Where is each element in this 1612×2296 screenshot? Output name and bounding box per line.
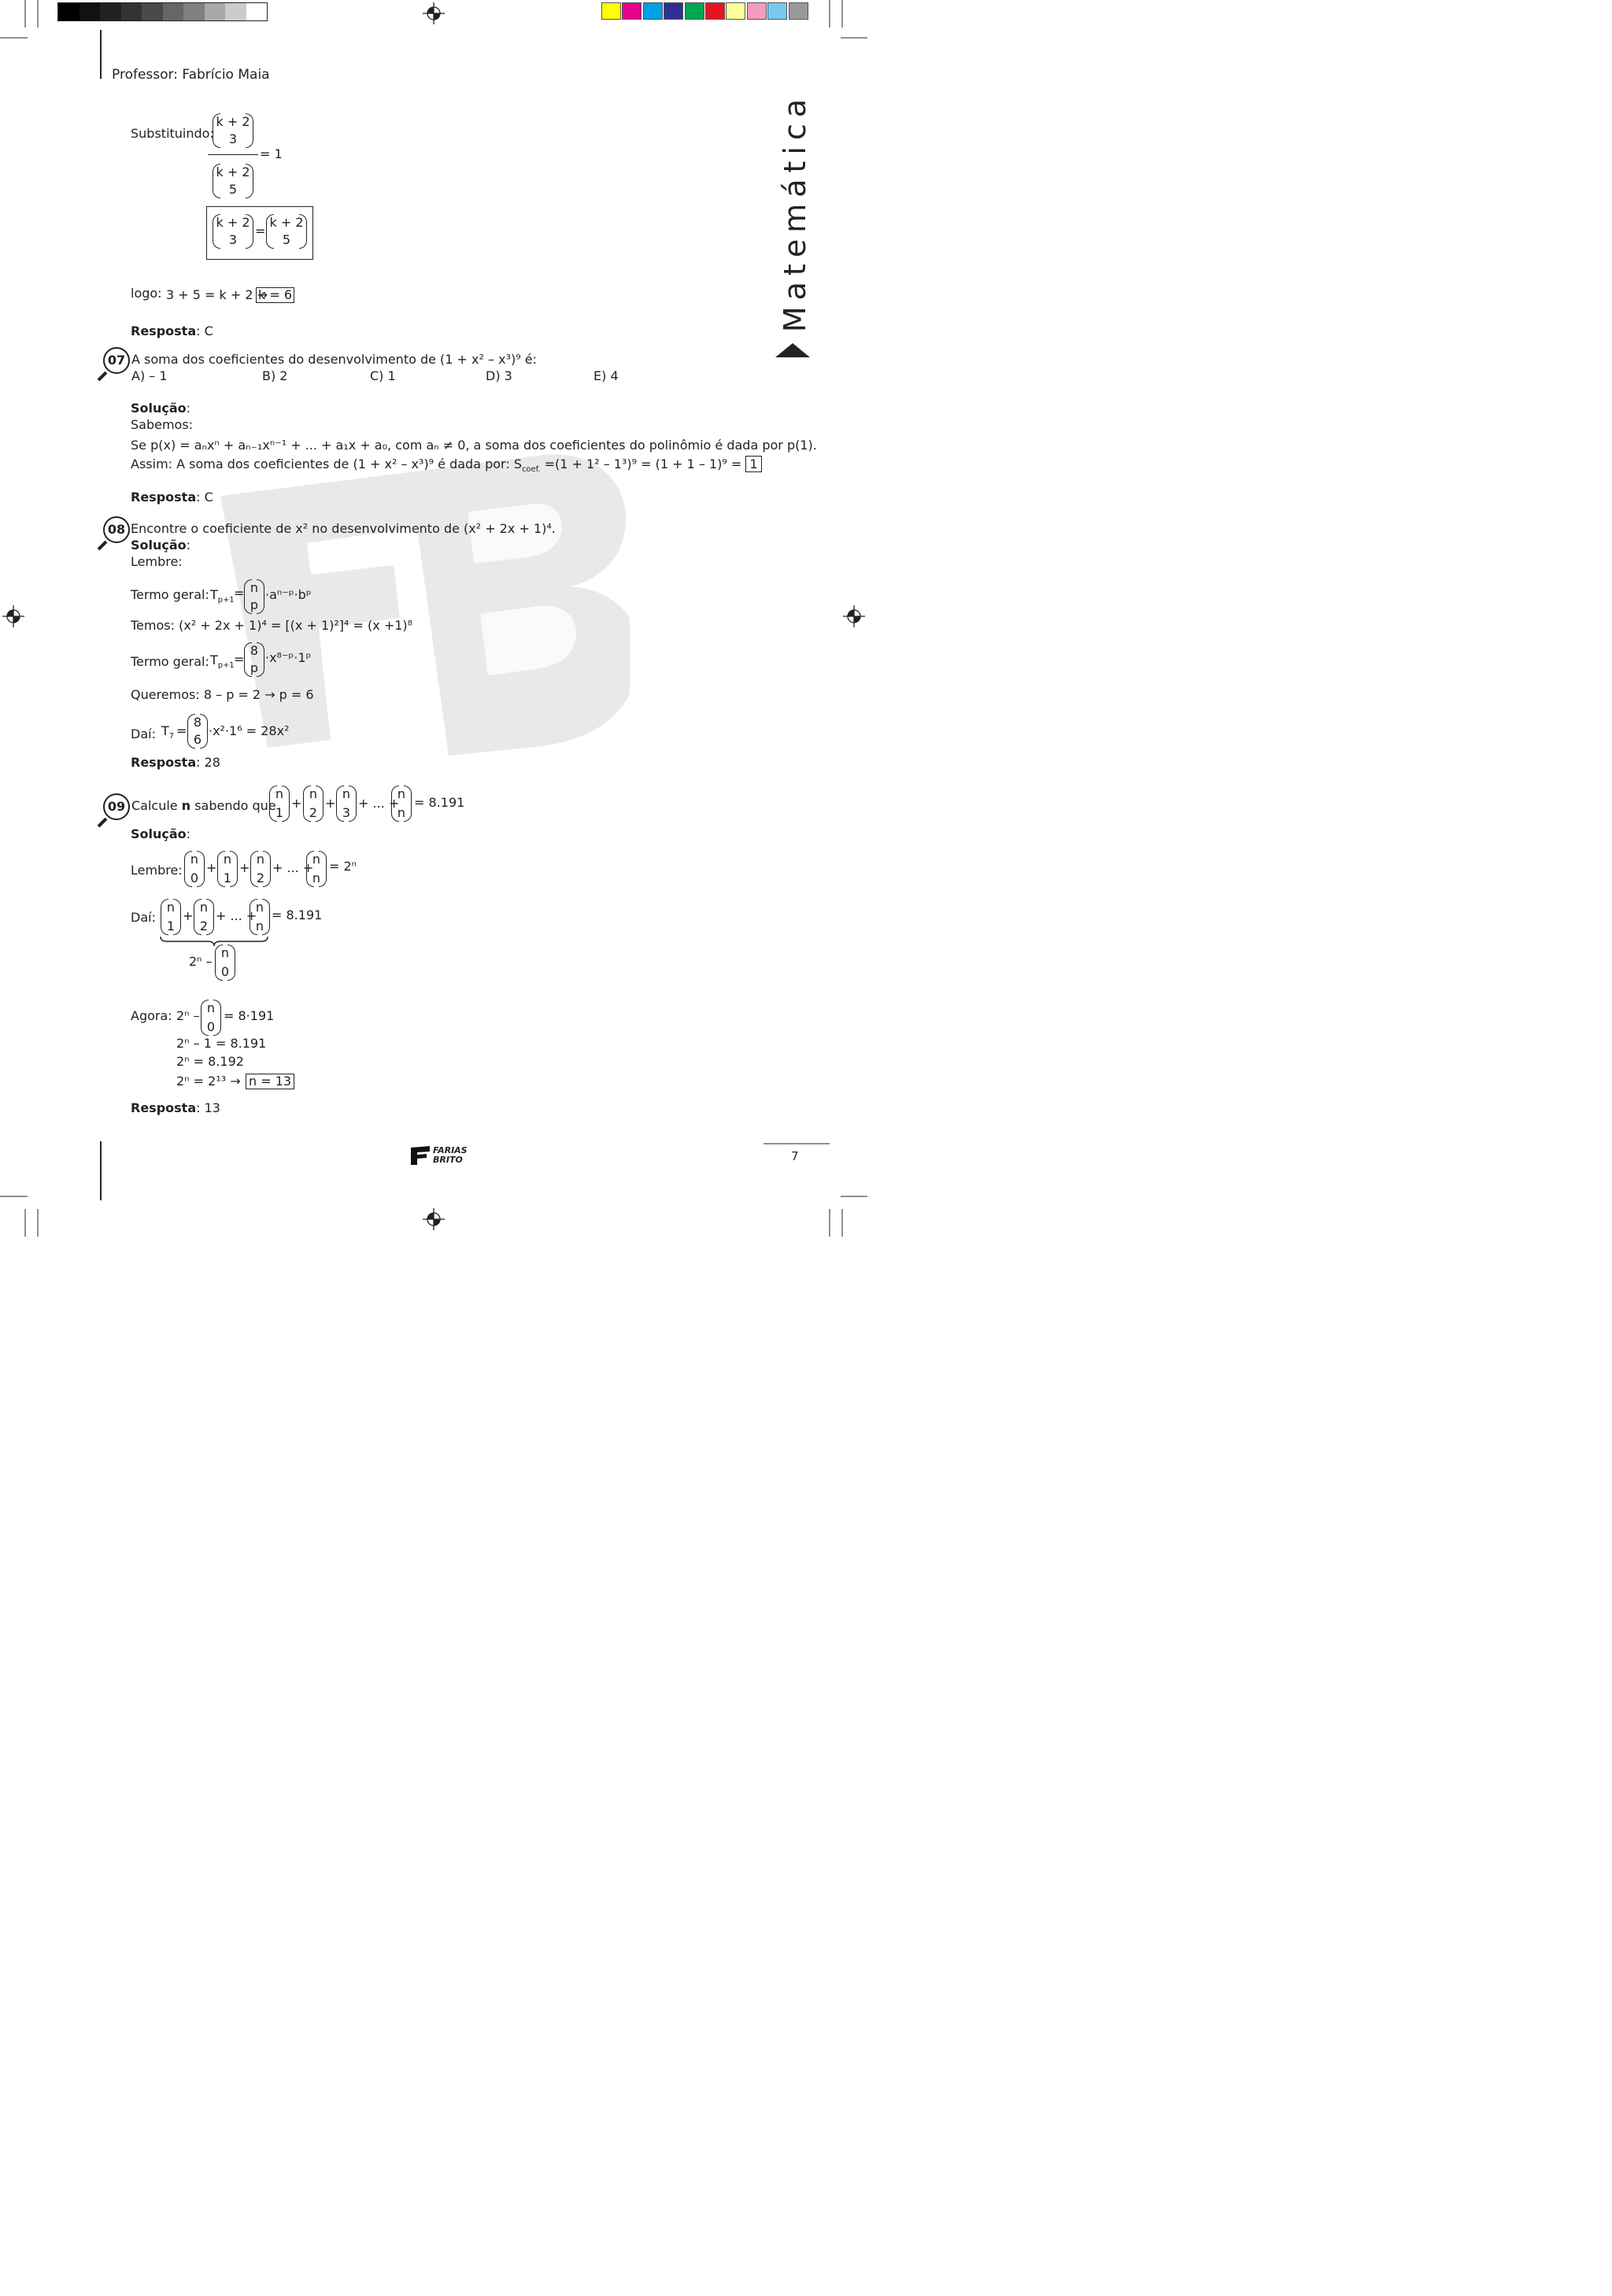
binomial-top: n [275, 786, 284, 801]
solution-label: Solução [131, 538, 187, 553]
question-08-text: Encontre o coeficiente de x² no desenvolvimento de (x² + 2x + 1)⁴. [131, 521, 556, 536]
binomial-n-2 [194, 899, 214, 935]
lembre-label: Lembre: [131, 863, 183, 878]
binomial-bottom: n [397, 805, 406, 820]
binomial-top: n [312, 852, 321, 867]
answer-line [131, 325, 213, 338]
binomial-bottom: n [255, 919, 264, 934]
equals-one: = 1 [260, 146, 283, 161]
color-swatch [601, 2, 621, 20]
binomial-n-0 [215, 945, 235, 981]
equals-sign: = [234, 652, 245, 667]
term-symbol [161, 723, 175, 741]
binomial-k2-5-boxed [266, 214, 307, 249]
question-07-text: A soma dos coeficientes do desenvolvimento de (1 + x² – x³)⁹ é: [131, 352, 537, 367]
gray-swatch [225, 3, 246, 20]
binomial-n-2 [250, 851, 271, 887]
question-number-09: 09 [103, 793, 130, 820]
plus-sign: + [239, 860, 250, 875]
binomial-bottom: 3 [228, 232, 238, 247]
solution-line: Solução: [131, 538, 191, 553]
binomial-top: n [255, 900, 264, 915]
solution-line: Solução: [131, 401, 191, 416]
binomial-top: k + 2 [269, 215, 304, 230]
binomial-top: k + 2 [216, 114, 250, 129]
binomial-n-2 [303, 786, 324, 822]
gray-swatch [183, 3, 205, 20]
binomial-top: n [190, 852, 199, 867]
gray-swatch [163, 3, 184, 20]
binomial-top: n [250, 580, 259, 595]
agora-step1-left: 2ⁿ – [176, 1008, 200, 1023]
ellipsis-sum: + ... + [216, 908, 257, 923]
color-swatch [664, 2, 683, 20]
binomial-bottom: 5 [282, 232, 291, 247]
agora-label: Agora: [131, 1008, 172, 1023]
agora-step3: 2ⁿ = 8.192 [176, 1054, 244, 1069]
answer-label: Resposta [131, 1100, 197, 1115]
page-number: 7 [791, 1149, 799, 1163]
option-c: C) 1 [370, 368, 396, 383]
binomial-top: n [256, 852, 265, 867]
q09-variable: n [181, 798, 191, 813]
color-swatch [726, 2, 745, 20]
fraction-bar [208, 154, 258, 155]
term-symbol [210, 653, 235, 671]
plus-sign: + [291, 796, 302, 811]
binomial-bottom: 2 [199, 919, 209, 934]
binomial-bottom: n [312, 871, 321, 885]
binomial-n-n [250, 899, 270, 935]
answer-label: Resposta [131, 490, 197, 505]
binomial-bottom: 2 [309, 805, 318, 820]
q09-suffix: sabendo que [190, 798, 276, 813]
answer-label: Resposta [131, 324, 197, 338]
sum-calc: =(1 + 1² – 1³)⁹ = (1 + 1 – 1)⁹ = [540, 457, 746, 471]
answer-value: : C [196, 324, 213, 338]
equals-sign: = [234, 586, 245, 601]
binomial-8-6 [187, 714, 208, 749]
logo-label: logo: [131, 286, 162, 301]
coefficient-sum-line [131, 457, 762, 475]
solution-label: Solução [131, 826, 187, 841]
answer-line [131, 756, 220, 769]
binomial-bottom: 0 [206, 1019, 216, 1034]
binomial-bottom: 1 [166, 919, 176, 934]
power-terms: ·x⁸⁻ᵖ·1ᵖ [265, 650, 312, 665]
binomial-top: k + 2 [216, 165, 250, 179]
question-number-08: 08 [103, 516, 130, 543]
q09-prefix: Calcule [131, 798, 182, 813]
brace-label: 2ⁿ – [189, 954, 213, 969]
logo-expression: 3 + 5 = k + 2 → [166, 287, 268, 302]
dai-label: Daí: [131, 727, 156, 741]
triangle-arrow-icon [775, 343, 810, 359]
binomial-8-p [244, 642, 264, 677]
logo-word-farias: FARIAS [433, 1145, 468, 1155]
substituindo-label: Substituindo: [131, 126, 214, 141]
binomial-bottom: 3 [228, 131, 238, 146]
color-swatch [643, 2, 663, 20]
farias-brito-logo [409, 1145, 479, 1166]
t-letter: T [161, 723, 169, 738]
equals-8191: = 8.191 [414, 795, 465, 810]
underbrace [159, 935, 269, 948]
answer-value: : C [196, 490, 213, 505]
power-terms: ·aⁿ⁻ᵖ·bᵖ [265, 587, 312, 602]
binomial-bottom: 3 [342, 805, 351, 820]
gray-swatch [58, 3, 79, 20]
binomial-n-p [244, 579, 264, 614]
result-expression: ·x²·1⁶ = 28x² [209, 723, 290, 738]
binomial-n-1 [217, 851, 238, 887]
t-subscript: 7 [168, 732, 175, 741]
equals-sign: = [255, 224, 266, 238]
t-letter: T [210, 587, 218, 602]
agora-step4: 2ⁿ = 2¹³ → [176, 1074, 241, 1089]
answer-line [131, 491, 213, 504]
binomial-bottom: 5 [228, 182, 238, 197]
binomial-bottom: p [250, 597, 259, 612]
option-a: A) – 1 [131, 368, 168, 383]
binomial-bottom: 1 [275, 805, 284, 820]
binomial-n-3 [336, 786, 357, 822]
answer-label: Resposta [131, 755, 197, 770]
binomial-n-n [306, 851, 327, 887]
grayscale-bar [57, 2, 268, 21]
binomial-bottom: 0 [220, 964, 230, 979]
t-letter: T [210, 653, 218, 667]
binomial-n-n [391, 786, 412, 822]
binomial-bottom: 1 [223, 871, 232, 885]
color-swatch [767, 2, 787, 20]
fb-logo-mark-icon [409, 1145, 431, 1166]
side-title-box [775, 87, 815, 338]
boxed-result: 1 [745, 456, 761, 472]
binomial-top: 8 [193, 715, 202, 730]
queremos-line: Queremos: 8 – p = 2 → p = 6 [131, 687, 314, 702]
color-swatch [747, 2, 767, 20]
sabemos-label: Sabemos: [131, 417, 194, 432]
binomial-top: n [342, 786, 351, 801]
equals-2n: = 2ⁿ [329, 859, 357, 874]
binomial-top: n [220, 945, 230, 960]
binomial-top: n [199, 900, 209, 915]
t-subscript: p+1 [217, 596, 235, 605]
binomial-n-1 [161, 899, 181, 935]
binomial-bottom: 6 [193, 732, 202, 747]
equals-8191: = 8.191 [272, 908, 323, 922]
binomial-k2-5 [213, 164, 253, 198]
option-d: D) 3 [486, 368, 512, 383]
termo-geral-label: Termo geral: [131, 587, 209, 602]
answer-value: : 28 [196, 755, 220, 770]
coef-subscript: coef. [521, 465, 541, 475]
gray-swatch [100, 3, 121, 20]
term-symbol [210, 587, 235, 605]
binomial-top: n [223, 852, 232, 867]
gray-swatch [142, 3, 163, 20]
gray-swatch [246, 3, 268, 20]
gray-swatch [205, 3, 226, 20]
solution-line: Solução: [131, 826, 191, 841]
binomial-top: n [309, 786, 318, 801]
subject-title: Matemática [778, 92, 812, 333]
plus-sign: + [183, 908, 194, 923]
solution-label: Solução [131, 401, 187, 416]
answer-k6-boxed: k = 6 [256, 287, 294, 303]
binomial-top: k + 2 [216, 215, 250, 230]
plus-sign: + [206, 860, 217, 875]
binomial-bottom: p [250, 660, 259, 675]
agora-step2: 2ⁿ – 1 = 8.191 [176, 1036, 267, 1051]
logo-word-brito: BRITO [433, 1155, 463, 1165]
agora-step1-right: = 8·191 [224, 1008, 275, 1023]
termo-geral-label: Termo geral: [131, 654, 209, 669]
color-swatch [622, 2, 641, 20]
ellipsis-sum: + ... + [272, 860, 314, 875]
answer-n13-boxed: n = 13 [246, 1074, 294, 1089]
color-calibration-bar [601, 2, 809, 20]
question-number-07: 07 [103, 347, 130, 374]
binomial-bottom: 2 [256, 871, 265, 885]
professor-name: Professor: Fabrício Maia [112, 67, 270, 83]
answer-line [131, 1102, 220, 1115]
binomial-top: n [397, 786, 406, 801]
binomial-n-0 [201, 1000, 221, 1036]
color-swatch [789, 2, 808, 20]
binomial-k2-3 [213, 113, 253, 148]
sum-text: Assim: A soma dos coeficientes de (1 + x² – x³)⁹ é dada por: S [131, 457, 522, 471]
question-09-text [131, 800, 276, 812]
ellipsis-sum: + ... + [358, 796, 400, 811]
plus-sign: + [325, 796, 336, 811]
binomial-n-1 [269, 786, 290, 822]
gray-swatch [79, 3, 101, 20]
temos-line: Temos: (x² + 2x + 1)⁴ = [(x + 1)²]⁴ = (x +1)⁸ [131, 618, 413, 633]
color-swatch [705, 2, 725, 20]
binomial-top: n [166, 900, 176, 915]
gray-swatch [121, 3, 142, 20]
t-subscript: p+1 [217, 661, 235, 671]
equals-sign: = [176, 723, 187, 738]
binomial-top: n [206, 1000, 216, 1015]
lembre-label: Lembre: [131, 554, 183, 569]
binomial-n-0 [184, 851, 205, 887]
option-b: B) 2 [262, 368, 288, 383]
binomial-bottom: 0 [190, 871, 199, 885]
answer-value: : 13 [196, 1100, 220, 1115]
binomial-top: 8 [250, 643, 259, 658]
option-e: E) 4 [593, 368, 619, 383]
polynomial-rule: Se p(x) = aₙxⁿ + aₙ₋₁xⁿ⁻¹ + ... + a₁x + a₀, com aₙ ≠ 0, a soma dos coeficientes do polinômio é dada por p(1). [131, 438, 817, 453]
dai-label: Daí: [131, 910, 156, 925]
color-swatch [685, 2, 704, 20]
binomial-k2-3-boxed [213, 214, 253, 249]
